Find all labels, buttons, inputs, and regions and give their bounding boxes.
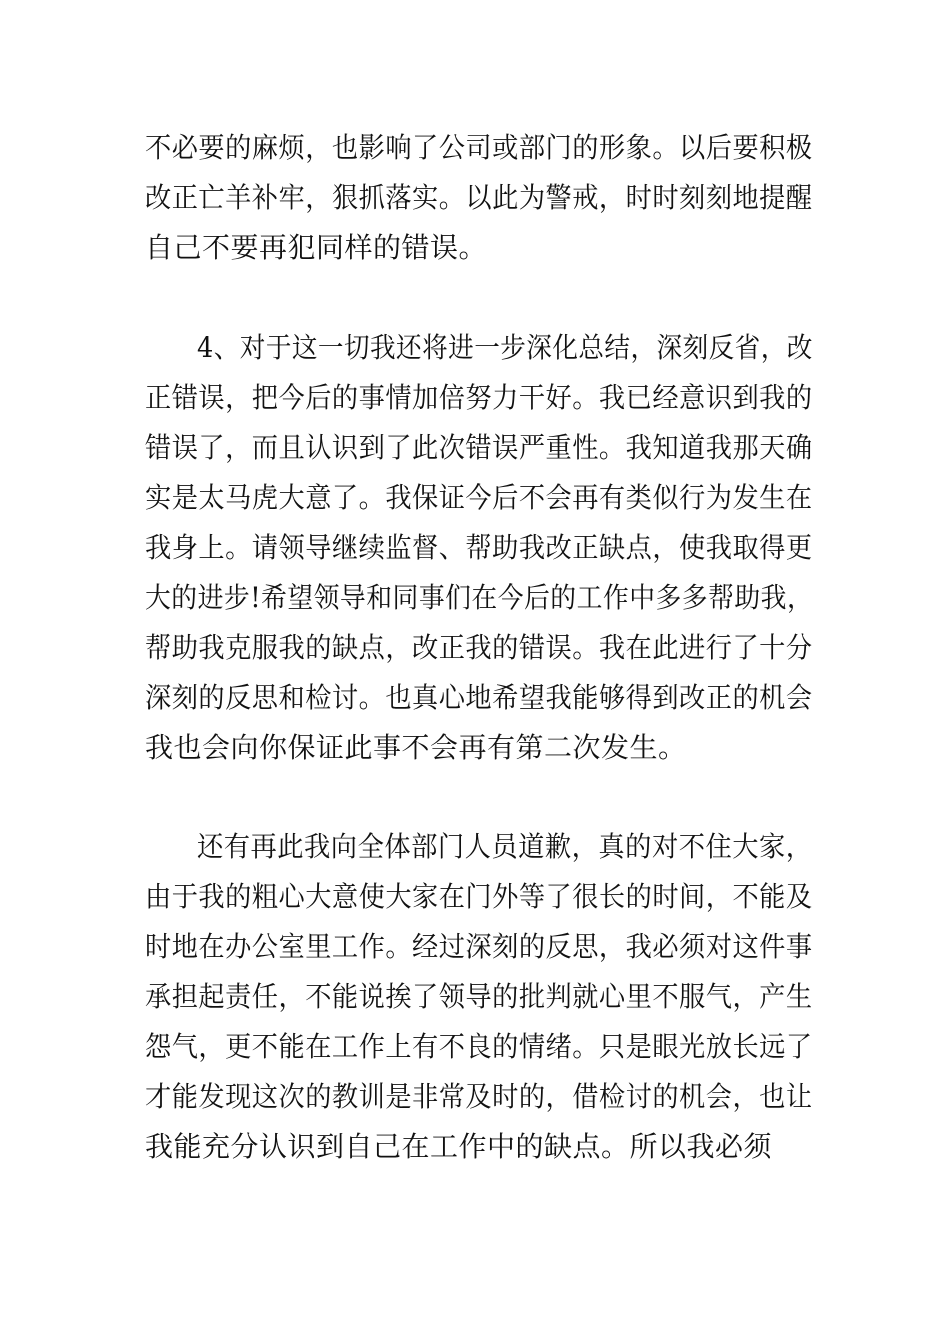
paragraph-line: 还有再此我向全体部门人员道歉，真的对不住大家， bbox=[197, 830, 813, 863]
paragraph-line: 自己不要再犯同样的错误。 bbox=[145, 231, 488, 264]
paragraph-line: 我身上。请领导继续监督、帮助我改正缺点，使我取得更 bbox=[145, 531, 813, 564]
paragraph-line: 时地在办公室里工作。经过深刻的反思，我必须对这件事 bbox=[145, 930, 813, 963]
paragraph-line: 大的进步!希望领导和同事们在今后的工作中多多帮助我， bbox=[145, 581, 814, 614]
paragraph-line: 改正亡羊补牢，狠抓落实。以此为警戒，时时刻刻地提醒 bbox=[145, 181, 813, 214]
paragraph-line: 才能发现这次的教训是非常及时的，借检讨的机会，也让 bbox=[145, 1080, 813, 1113]
paragraph-line: 错误了，而且认识到了此次错误严重性。我知道我那天确 bbox=[145, 431, 813, 464]
paragraph-line: 由于我的粗心大意使大家在门外等了很长的时间，不能及 bbox=[145, 880, 813, 913]
paragraph-line: 深刻的反思和检讨。也真心地希望我能够得到改正的机会 bbox=[145, 681, 813, 714]
paragraph-line: 怨气，更不能在工作上有不良的情绪。只是眼光放长远了 bbox=[145, 1030, 813, 1063]
paragraph-line: 我也会向你保证此事不会再有第二次发生。 bbox=[145, 731, 687, 764]
paragraph-line: 帮助我克服我的缺点，改正我的错误。我在此进行了十分 bbox=[145, 631, 813, 664]
paragraph-line: 不必要的麻烦，也影响了公司或部门的形象。以后要积极 bbox=[145, 131, 813, 164]
paragraph-line: 4、对于这一切我还将进一步深化总结，深刻反省，改 bbox=[197, 331, 813, 364]
paragraph-line: 我能充分认识到自己在工作中的缺点。所以我必须 bbox=[145, 1130, 773, 1163]
paragraph-line: 实是太马虎大意了。我保证今后不会再有类似行为发生在 bbox=[145, 481, 813, 514]
paragraph-line: 承担起责任，不能说挨了领导的批判就心里不服气，产生 bbox=[145, 980, 813, 1013]
paragraph-line: 正错误，把今后的事情加倍努力干好。我已经意识到我的 bbox=[145, 381, 813, 414]
